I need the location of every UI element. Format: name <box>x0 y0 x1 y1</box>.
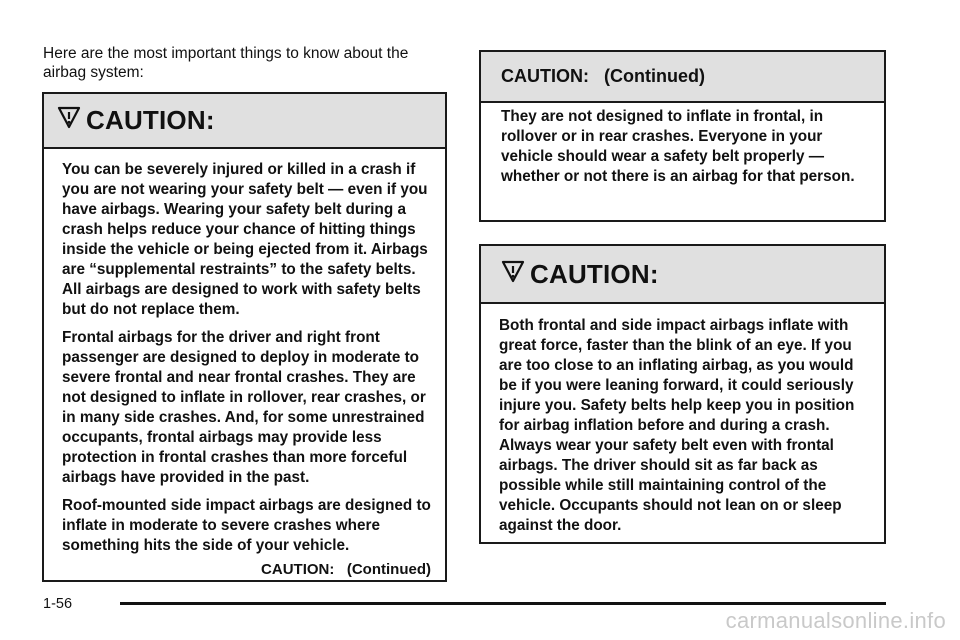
caution-box-inflation-force <box>479 244 886 544</box>
caution-header <box>44 94 445 149</box>
caution-paragraph: They are not designed to inflate in frontal, in rollover or in rear crashes. Everyone in your vehicle should wear a safety belt properly — whether or not there is an airbag for that person. <box>501 108 855 185</box>
watermark: carmanualsonline.info <box>725 608 946 633</box>
caution-paragraph: Roof-mounted side impact airbags are designed to inflate in moderate to severe crashes where something hits the side of your vehicle. <box>62 497 431 554</box>
intro-text: Here are the most important things to know about the airbag system: <box>43 45 409 81</box>
caution-continued-body <box>481 103 884 187</box>
caution-continued-label: CAUTION: (Continued) <box>261 561 431 578</box>
caution-box-continued <box>479 50 886 222</box>
caution-body <box>44 149 445 580</box>
caution-box-airbag-basics <box>42 92 447 582</box>
caution-paragraph: Both frontal and side impact airbags inflate with great force, faster than the blink of an eye. If you are too close to an inflating airbag, as you would be if you were leaning forward, it could seriously injure you. Safety belts help keep you in position for airbag inflation before and during a crash. Always wear your safety belt even with frontal airbags. The driver should sit as far back as possible while still maintaining control of the vehicle. Occupants should not lean on or sleep against the door. <box>499 317 855 534</box>
page-number: 1-56 <box>43 596 73 612</box>
caution-title: CAUTION: <box>530 258 659 289</box>
caution-body <box>481 304 884 536</box>
warning-icon <box>500 260 526 289</box>
caution-header <box>481 246 884 304</box>
caution-continued-title: CAUTION: (Continued) <box>501 66 705 86</box>
caution-paragraph: Frontal airbags for the driver and right front passenger are designed to deploy in moderate to severe frontal and near frontal crashes. They are not designed to inflate in rollover, rear crashes, or in many side crashes. And, for some unrestrained occupants, frontal airbags may provide less protection in frontal crashes than more forceful airbags have provided in the past. <box>62 329 426 486</box>
footer-rule <box>120 602 886 605</box>
caution-continued-header <box>481 52 884 103</box>
warning-icon <box>56 106 82 135</box>
caution-title: CAUTION: <box>86 105 215 135</box>
caution-paragraph: You can be severely injured or killed in a crash if you are not wearing your safety belt — even if you have airbags. Wearing your safety belt during a crash helps reduce your chance of hitting things inside the vehicle or being ejected from it. Airbags are “supplemental restraints” to the safety belts. All airbags are designed to work with safety belts but do not replace them. <box>62 161 428 318</box>
